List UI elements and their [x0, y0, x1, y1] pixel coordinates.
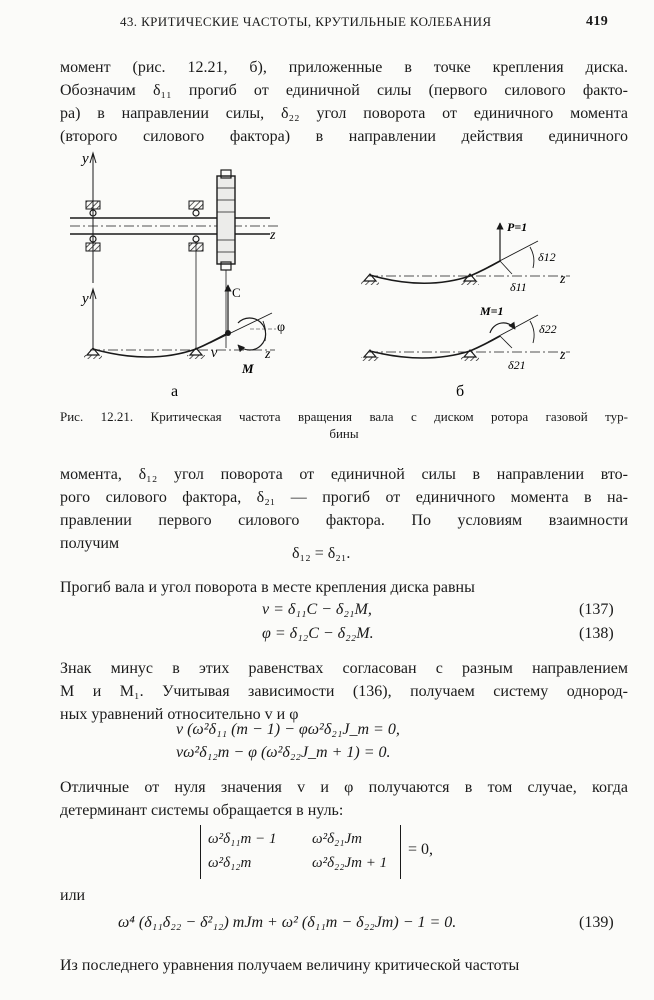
determinant-cell-11: ω²δ₁₁m − 1 — [208, 831, 277, 847]
equation-137: v = δ₁₁C − δ₂₁M, — [262, 601, 372, 618]
system-equation-2: vω²δ₁₂m − φ (ω²δ₂₂J_m + 1) = 0. — [176, 744, 391, 761]
page-number: 419 — [586, 14, 609, 29]
running-header — [0, 10, 654, 34]
paragraph-1 — [60, 56, 628, 148]
label-m1: M=1 — [480, 304, 504, 318]
text-line: момента, δ₁₂ угол поворота от единичной силы в направлении вто- — [60, 466, 628, 483]
equation-139: ω⁴ (δ₁₁δ₂₂ − δ²₁₂) mJm + ω² (δ₁₁m − δ₂₂Jm) − 1 = 0. — [118, 914, 457, 931]
label-part-a: а — [171, 383, 179, 400]
label-z-top: z — [270, 228, 276, 243]
text-line: ра) в направлении силы, δ₂₂ угол поворота от единичного момента — [60, 105, 628, 122]
label-y-top: y — [82, 151, 89, 167]
text-line: ных уравнений относительно v и φ — [60, 706, 299, 723]
paragraph-6 — [60, 954, 628, 977]
text-line: Отличные от нуля значения v и φ получаются в том случае, когда — [60, 779, 628, 796]
system-equation-1: v (ω²δ₁₁ (m − 1) − φω²δ₂₁J_m = 0, — [176, 721, 400, 738]
determinant-cell-12: ω²δ₂₁Jm — [312, 831, 362, 847]
determinant-cell-22: ω²δ₂₂Jm + 1 — [312, 855, 388, 871]
label-phi: φ — [277, 320, 286, 335]
equation-number-137: (137) — [579, 601, 614, 618]
caption-line: бины — [329, 426, 359, 441]
label-d12: δ12 — [538, 250, 556, 264]
figure-12-21 — [60, 143, 630, 408]
equation-number-138: (138) — [579, 625, 614, 642]
determinant-cell-21: ω²δ₁₂m — [208, 855, 252, 871]
label-v: v — [211, 346, 218, 361]
label-z-a: z — [265, 347, 271, 362]
label-c: C — [232, 285, 241, 300]
text-line: момент (рис. 12.21, б), приложенные в точке крепления диска. — [60, 59, 628, 76]
label-part-b: б — [456, 383, 465, 400]
paragraph-3 — [60, 576, 628, 599]
equation-138: φ = δ₁₂C − δ₂₂M. — [262, 625, 374, 642]
text-line: Прогиб вала и угол поворота в месте крепления диска равны — [60, 579, 475, 596]
determinant-bar-left — [200, 825, 201, 879]
figure-caption — [60, 408, 628, 442]
running-title: 43. КРИТИЧЕСКИЕ ЧАСТОТЫ, КРУТИЛЬНЫЕ КОЛЕБАНИЯ — [120, 14, 492, 29]
text-line: (второго силового фактора) в направлении действия единичного — [60, 128, 628, 145]
figure-a-deflection — [84, 285, 276, 359]
text-line: правлении первого силового фактора. По условиям взаимности — [60, 512, 628, 529]
determinant-bar-right — [400, 825, 401, 879]
label-p1: P=1 — [507, 220, 528, 234]
paragraph-5 — [60, 776, 628, 822]
label-d11: δ11 — [510, 280, 527, 294]
text-line: рого силового фактора, δ₂₁ — прогиб от единичного момента в на- — [60, 489, 628, 506]
label-d22: δ22 — [539, 322, 557, 336]
caption-line: Рис. 12.21. Критическая частота вращения вала с диском ротора газовой тур- — [60, 409, 628, 424]
label-y-bottom: y — [82, 291, 89, 307]
label-m: M — [242, 361, 254, 376]
equation-reciprocity: δ₁₂ = δ₂₁. — [292, 545, 351, 562]
text-line: Знак минус в этих равенствах согласован с разным направлением — [60, 660, 628, 677]
label-d21: δ21 — [508, 358, 526, 372]
text-line: Из последнего уравнения получаем величину критической частоты — [60, 957, 520, 974]
text-line: M и M₁. Учитывая зависимости (136), получаем систему однород- — [60, 683, 628, 700]
equation-number-139: (139) — [579, 914, 614, 931]
paragraph-2 — [60, 463, 628, 555]
determinant-rhs: = 0, — [408, 841, 434, 858]
text-line: Обозначим δ₁₁ прогиб от единичной силы (первого силового факто- — [60, 82, 628, 99]
paragraph-4 — [60, 657, 628, 726]
or-word: или — [60, 887, 86, 904]
label-z-b2: z — [560, 348, 566, 363]
determinant — [200, 825, 450, 879]
text-line: получим — [60, 535, 120, 552]
text-line: детерминант системы обращается в нуль: — [60, 802, 344, 819]
label-z-b1: z — [560, 272, 566, 287]
